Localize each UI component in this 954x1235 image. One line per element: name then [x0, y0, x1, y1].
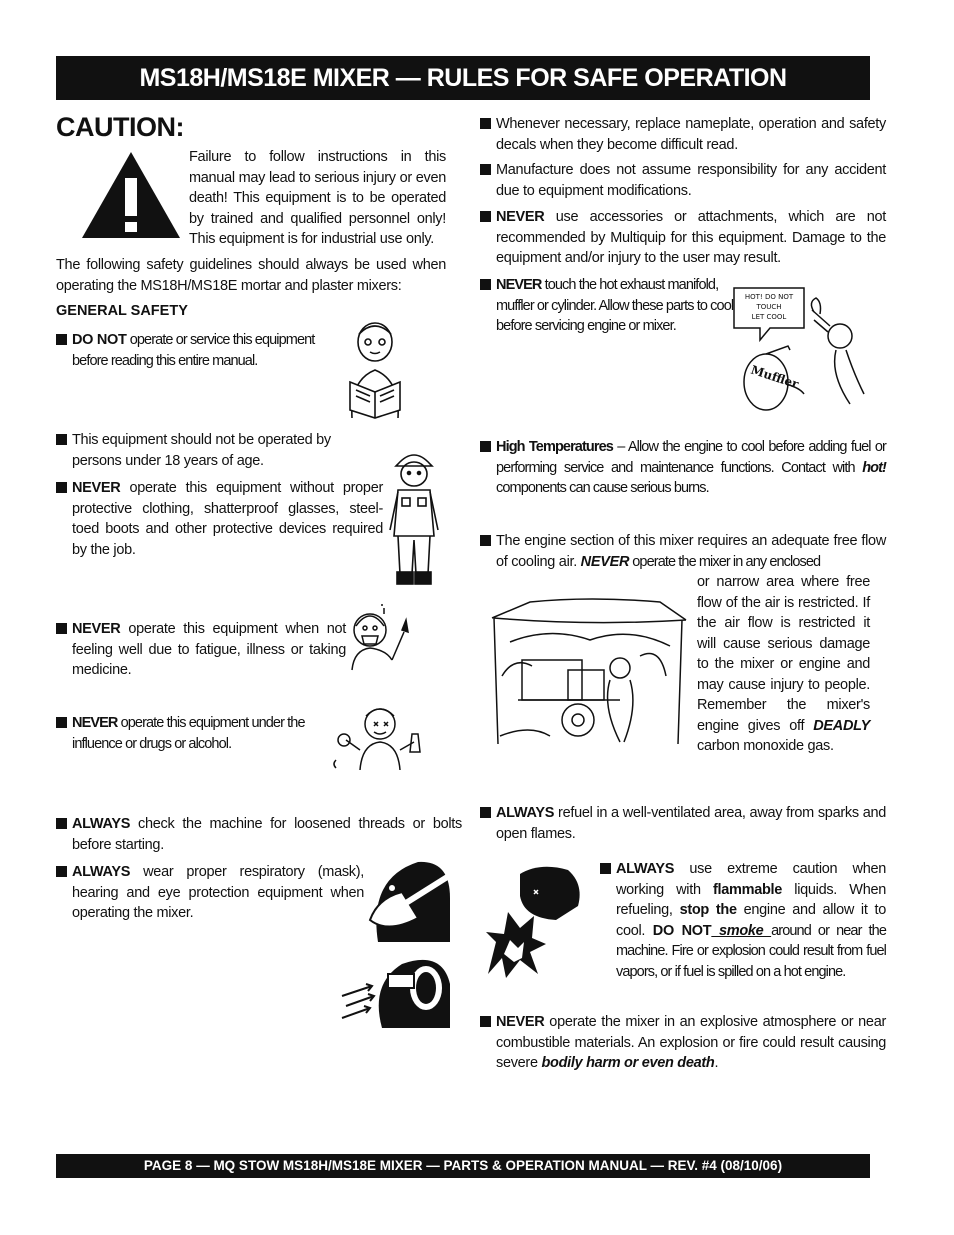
enclosed-area-mixer-illustration [490, 596, 690, 756]
hot-muffler-illustration [730, 284, 870, 414]
safety-item-drugs-alcohol: NEVER operate this equipment under the influence or drugs or alcohol. [56, 713, 346, 754]
worker-protective-gear-illustration [384, 446, 444, 588]
rule-refuel-ventilated: ALWAYS refuel in a well-ventilated area, away from sparks and open flames. [480, 803, 886, 844]
safety-item-check-threads: ALWAYS check the machine for loosened threads or bolts before starting. [56, 814, 462, 855]
rule-cooling-air-continued: or narrow area where free flow of the air is restricted. If the air flow is restricted it will cause serious damage to the mixer or engine and may cause injury to people. Remember the mixer's engine gives off DEADLY carbon monoxide gas. [697, 574, 870, 754]
general-safety-heading: GENERAL SAFETY [56, 303, 188, 319]
rule-explosive-atmosphere: NEVER operate the mixer in an explosive atmosphere or near combustible materials. An explosion or fire could result causing severe bodily harm or even death. [480, 1012, 886, 1074]
intoxicated-worker-illustration [330, 700, 430, 772]
rule-hot-exhaust: NEVER touch the hot exhaust manifold, muffler or cylinder. Allow these parts to cool before servicing engine or mixer. [480, 275, 736, 337]
caution-warning-text: Failure to follow instructions in this manual may lead to serious injury or even death! This equipment is to be operated by trained and qualified personnel only! This equipment is for industrial use only. [189, 149, 446, 247]
intro-text: The following safety guidelines should always be used when operating the MS18H/MS18E mortar and plaster mixers: [56, 257, 446, 294]
safety-item-protective-clothing: NEVER operate this equipment without proper protective clothing, shatterproof glasses, steel-toed boots and other protective devices required by the job. [56, 478, 383, 560]
page-title-banner: MS18H/MS18E MIXER — RULES FOR SAFE OPERATION [56, 56, 870, 100]
rule-replace-decals: Whenever necessary, replace nameplate, operation and safety decals when they become difficult read. [480, 114, 886, 155]
hearing-eye-protection-icon [338, 944, 454, 1030]
safety-item-not-feeling-well: NEVER operate this equipment when not feeling well due to fatigue, illness or taking medicine. [56, 619, 346, 681]
rule-high-temperatures: High Temperatures – Allow the engine to cool before adding fuel or performing service and maintenance functions. Contact with hot! components can cause serious burns. [480, 437, 886, 499]
rule-cooling-air: The engine section of this mixer requires an adequate free flow of cooling air. NEVER operate the mixer in any enclosed [480, 531, 886, 572]
safety-item-read-manual: DO NOT operate or service this equipment before reading this entire manual. [56, 330, 348, 371]
rule-accessories: NEVER use accessories or attachments, which are not recommended by Multiquip for this equipment. Damage to the equipment and/or injury to the user may result. [480, 207, 886, 269]
rule-manufacturer-responsibility: Manufacture does not assume responsibility for any accident due to equipment modifications. [480, 160, 886, 201]
caution-heading: CAUTION: [56, 112, 184, 142]
rule-flammable-liquids: ALWAYS use extreme caution when working with flammable liquids. When refueling, stop the engine and allow it to cool. DO NOT smoke around or near the machine. Fire or explosion could result from fuel vapors, or if fuel is spilled on a hot engine. [600, 859, 886, 982]
fire-explosion-icon [484, 862, 588, 980]
safety-item-age: This equipment should not be operated by persons under 18 years of age. [56, 430, 348, 471]
sick-worker-illustration [344, 600, 424, 672]
hot-sign-text: HOT! DO NOT TOUCH LET COOL [744, 293, 794, 321]
muffler-label: Muffler [749, 362, 801, 392]
man-reading-manual-illustration [344, 320, 406, 420]
warning-triangle-icon [80, 150, 182, 240]
face-shield-icon [368, 858, 452, 944]
safety-item-respiratory: ALWAYS wear proper respiratory (mask), hearing and eye protection equipment when operating the mixer. [56, 862, 364, 924]
page-footer: PAGE 8 — MQ STOW MS18H/MS18E MIXER — PARTS & OPERATION MANUAL — REV. #4 (08/10/06) [56, 1154, 870, 1178]
